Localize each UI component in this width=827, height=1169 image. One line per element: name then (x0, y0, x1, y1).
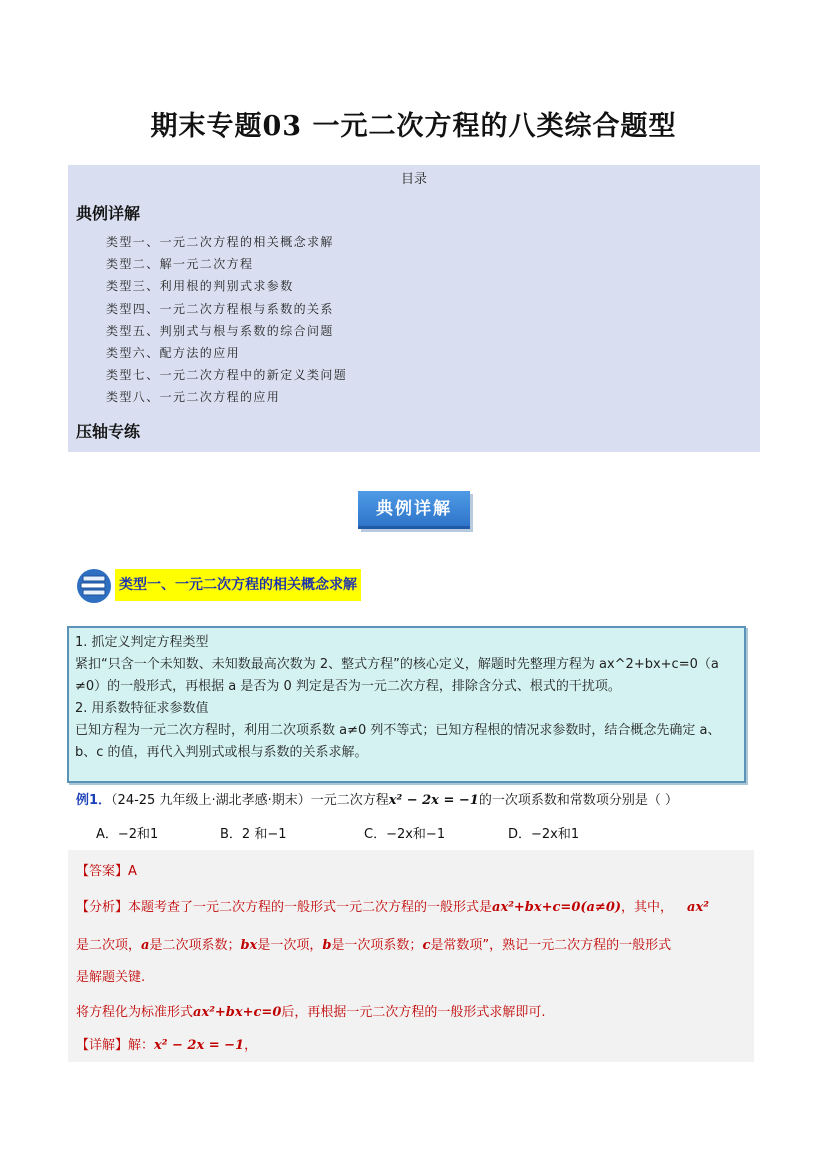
detail-equation: x² − 2x = −1 (154, 1038, 245, 1053)
section-badge (358, 486, 470, 530)
solution-step (76, 1001, 546, 1020)
answer-line: 【答案】A (76, 864, 137, 879)
analysis-text: 是二次项， (76, 938, 142, 953)
toc-item[interactable]: 类型八、一元二次方程的应用 (106, 390, 281, 405)
toc-item[interactable]: 类型五、判别式与根与系数的综合问题 (106, 323, 334, 338)
analysis-text: 是二次项系数； (149, 938, 241, 953)
toc-item[interactable]: 类型三、利用根的判别式求参数 (106, 279, 294, 294)
answer-box (68, 850, 754, 1062)
question-stem (76, 790, 756, 812)
general-form-equation: ax²+bx+c=0(a≠0) (492, 900, 622, 915)
tip-heading-1: 1. 抓定义判定方程类型 (75, 635, 209, 650)
books-stack-icon (76, 568, 116, 604)
tip-text-1: 紧扣“只含一个未知数、未知数最高次数为 2、整式方程”的核心定义，解题时先整理方程为 ax^2+bx+c=0（a ≠0）的一般形式，再根据 a 是否为 0 判定是否为一元二次方程，排除含分式、根式的干扰项。 (75, 657, 719, 694)
toc-item-list (106, 231, 347, 409)
type-label: 类型一、一元二次方程的相关概念求解 (115, 569, 361, 601)
tip-text-2: 已知方程为一元二次方程时，利用二次项系数 a≠0 列不等式；已知方程根的情况求参数时，结合概念先确定 a、b、c 的值，再代入判别式或根与系数的关系求解。 (75, 723, 721, 760)
term-bx: bx (240, 938, 258, 953)
table-of-contents (68, 165, 760, 452)
toc-item[interactable]: 类型一、一元二次方程的相关概念求解 (106, 235, 334, 249)
detail-tail: ， (244, 1038, 258, 1053)
analysis-line-2 (76, 934, 671, 953)
tip-heading-2: 2. 用系数特征求参数值 (75, 701, 209, 716)
analysis-text: 【分析】本题考查了一元二次方程的一般形式一元二次方程的一般形式是 (76, 900, 493, 915)
type-header (76, 566, 396, 606)
standard-form-equation: ax²+bx+c=0 (193, 1005, 282, 1020)
detail-label: 【详解】解： (76, 1038, 155, 1053)
term-b: b (322, 938, 332, 953)
option-d[interactable]: D．−2x和1 (508, 827, 580, 842)
toc-section-examples[interactable]: 典例详解 (76, 204, 141, 223)
analysis-line-1 (76, 896, 709, 915)
analysis-text: 是常数项”，熟记一元二次方程的一般形式 (430, 938, 672, 953)
toc-item[interactable]: 类型七、一元二次方程中的新定义类问题 (106, 368, 348, 383)
detail-line (76, 1034, 257, 1053)
question-number: 例1． (76, 793, 112, 808)
step-text: 将方程化为标准形式 (76, 1005, 194, 1020)
analysis-text: ，其中， (621, 900, 674, 915)
analysis-text: 是一次项， (257, 938, 323, 953)
analysis-text: 是一次项系数； (331, 938, 423, 953)
section-badge-label: 典例详解 (358, 491, 470, 529)
option-b[interactable]: B．2 和−1 (220, 827, 287, 842)
question-tail: 的一次项系数和常数项分别是（ ） (478, 793, 678, 808)
toc-item[interactable]: 类型二、解一元二次方程 (106, 257, 254, 272)
answer-options (96, 824, 736, 846)
step-text: 后，再根据一元二次方程的一般形式求解即可. (281, 1005, 546, 1020)
option-a[interactable]: A．−2和1 (96, 827, 159, 842)
term-c: c (422, 938, 431, 953)
question-equation: x² − 2x = −1 (388, 793, 479, 808)
option-c[interactable]: C．−2x和−1 (364, 827, 446, 842)
page-title: 期末专题03 一元二次方程的八类综合题型 (150, 111, 677, 142)
toc-heading: 目录 (400, 172, 427, 187)
question-source: （24-25 九年级上·湖北孝感·期末）一元二次方程 (111, 793, 389, 808)
toc-item[interactable]: 类型四、一元二次方程根与系数的关系 (106, 301, 334, 316)
analysis-line-3: 是解题关键. (76, 970, 146, 985)
toc-item[interactable]: 类型六、配方法的应用 (106, 345, 241, 360)
term-a: a (141, 938, 150, 953)
term-ax2: ax² (687, 900, 709, 915)
toc-section-challenge[interactable]: 压轴专练 (76, 422, 141, 441)
tip-box (67, 626, 746, 783)
